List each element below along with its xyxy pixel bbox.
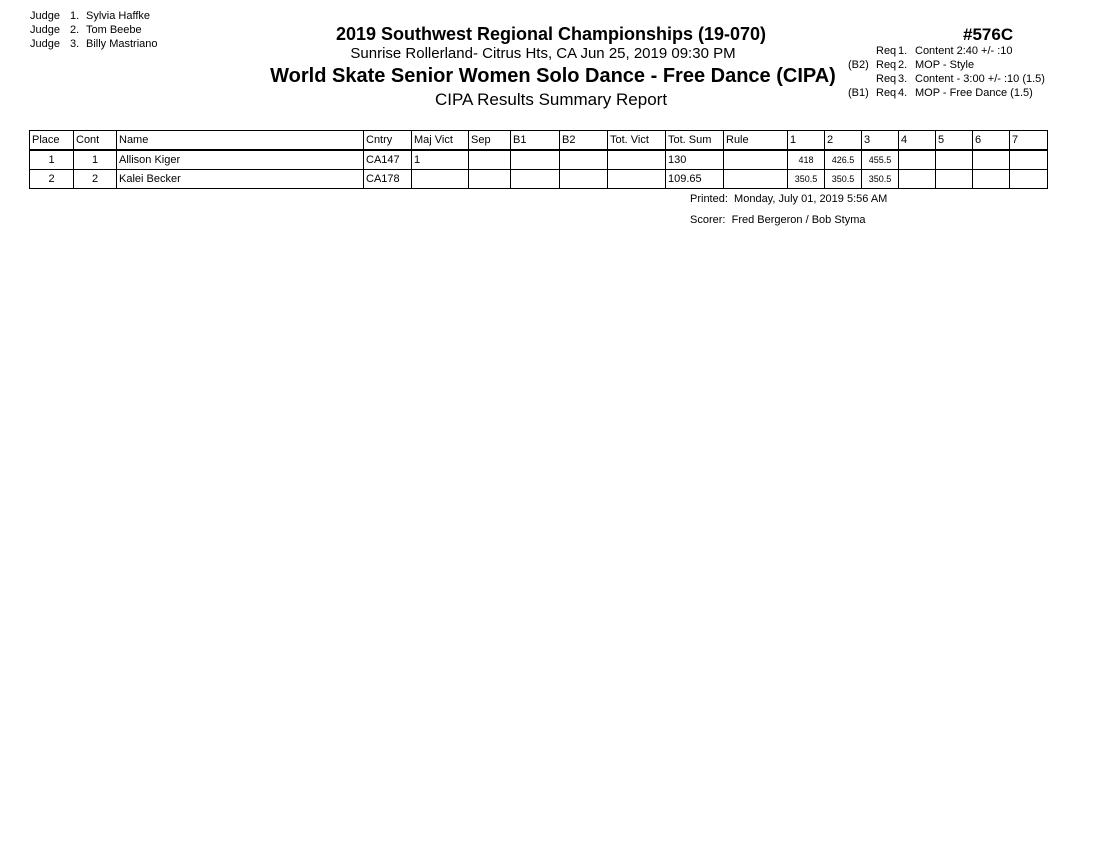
col-b1: B1 [511, 131, 560, 151]
col-judge-4: 4 [899, 131, 936, 151]
results-table [29, 130, 1048, 189]
req-code: (B1) [848, 87, 869, 99]
event-title: World Skate Senior Women Solo Dance - Free Dance (CIPA) [270, 65, 836, 87]
col-place: Place [30, 131, 74, 151]
req-label: Req [876, 45, 897, 57]
name-cell: Allison Kiger [117, 150, 364, 170]
requirement-1 [848, 44, 1045, 58]
printed-value: Monday, July 01, 2019 5:56 AM [734, 193, 888, 205]
cont-cell: 1 [74, 150, 117, 170]
judge-number: 3. [70, 38, 80, 50]
requirement-4 [848, 86, 1045, 100]
req-label: Req [876, 87, 897, 99]
col-judge-3: 3 [862, 131, 899, 151]
judge-number: 1. [70, 10, 80, 22]
req-label: Req [876, 73, 897, 85]
judge-number: 2. [70, 24, 80, 36]
judge-label: Judge [30, 10, 60, 22]
b2-cell [560, 170, 608, 189]
col-maj-vict: Maj Vict [412, 131, 469, 151]
table-row [30, 150, 1048, 170]
judge-label: Judge [30, 24, 60, 36]
judge-2-score: 350.5 [825, 170, 862, 189]
place-cell: 1 [30, 150, 74, 170]
req-text: MOP - Free Dance (1.5) [915, 87, 1033, 99]
judge-4-score [899, 150, 936, 170]
col-judge-5: 5 [936, 131, 973, 151]
col-rule: Rule [724, 131, 788, 151]
table-row [30, 170, 1048, 189]
printed-label: Printed: [690, 193, 728, 205]
rule-cell [724, 150, 788, 170]
judge-3-score: 350.5 [862, 170, 899, 189]
tot-vict-cell [608, 170, 666, 189]
cont-cell: 2 [74, 170, 117, 189]
requirements-list [848, 44, 1045, 100]
judge-label: Judge [30, 38, 60, 50]
judge-name: Billy Mastriano [86, 38, 158, 50]
sep-cell [469, 150, 511, 170]
judge-6-score [973, 150, 1010, 170]
requirement-3 [848, 72, 1045, 86]
col-judge-1: 1 [788, 131, 825, 151]
col-tot-sum: Tot. Sum [666, 131, 724, 151]
rule-cell [724, 170, 788, 189]
judge-2-score: 426.5 [825, 150, 862, 170]
printed-line [690, 193, 887, 205]
req-code: (B2) [848, 59, 869, 71]
col-judge-6: 6 [973, 131, 1010, 151]
judge-6-score [973, 170, 1010, 189]
b2-cell [560, 150, 608, 170]
judge-name: Tom Beebe [86, 24, 142, 36]
judge-name: Sylvia Haffke [86, 10, 150, 22]
judge-7-score [1010, 170, 1048, 189]
req-text: Content 2:40 +/- :10 [915, 45, 1013, 57]
req-number: 4. [898, 87, 908, 99]
venue-date: Sunrise Rollerland- Citrus Hts, CA Jun 25, 2019 09:30 PM [350, 45, 736, 62]
req-number: 1. [898, 45, 908, 57]
table-header-row [30, 131, 1048, 151]
req-label: Req [876, 59, 897, 71]
req-number: 2. [898, 59, 908, 71]
col-judge-2: 2 [825, 131, 862, 151]
col-cntry: Cntry [364, 131, 412, 151]
judge-5-score [936, 150, 973, 170]
judge-4-score [899, 170, 936, 189]
judge-5-score [936, 170, 973, 189]
scorer-line [690, 214, 866, 226]
req-text: Content - 3:00 +/- :10 (1.5) [915, 73, 1045, 85]
req-number: 3. [898, 73, 908, 85]
tot-sum-cell: 130 [666, 150, 724, 170]
scorer-label: Scorer: [690, 214, 726, 226]
scorer-value: Fred Bergeron / Bob Styma [731, 214, 866, 226]
b1-cell [511, 170, 560, 189]
col-tot-vict: Tot. Vict [608, 131, 666, 151]
event-number: #576C [963, 25, 1014, 44]
col-cont: Cont [74, 131, 117, 151]
judge-line-1 [30, 9, 158, 23]
report-title: CIPA Results Summary Report [434, 90, 668, 109]
place-cell: 2 [30, 170, 74, 189]
tot-sum-cell: 109.65 [666, 170, 724, 189]
col-b2: B2 [560, 131, 608, 151]
cntry-cell: CA178 [364, 170, 412, 189]
sep-cell [469, 170, 511, 189]
judge-3-score: 455.5 [862, 150, 899, 170]
requirement-2 [848, 58, 1045, 72]
judge-7-score [1010, 150, 1048, 170]
tot-vict-cell [608, 150, 666, 170]
cntry-cell: CA147 [364, 150, 412, 170]
judge-1-score: 418 [788, 150, 825, 170]
judge-1-score: 350.5 [788, 170, 825, 189]
col-judge-7: 7 [1010, 131, 1048, 151]
col-name: Name [117, 131, 364, 151]
b1-cell [511, 150, 560, 170]
maj-vict-cell [412, 170, 469, 189]
col-sep: Sep [469, 131, 511, 151]
req-text: MOP - Style [915, 59, 975, 71]
name-cell: Kalei Becker [117, 170, 364, 189]
competition-title: 2019 Southwest Regional Championships (19-070) [335, 24, 767, 44]
maj-vict-cell: 1 [412, 150, 469, 170]
